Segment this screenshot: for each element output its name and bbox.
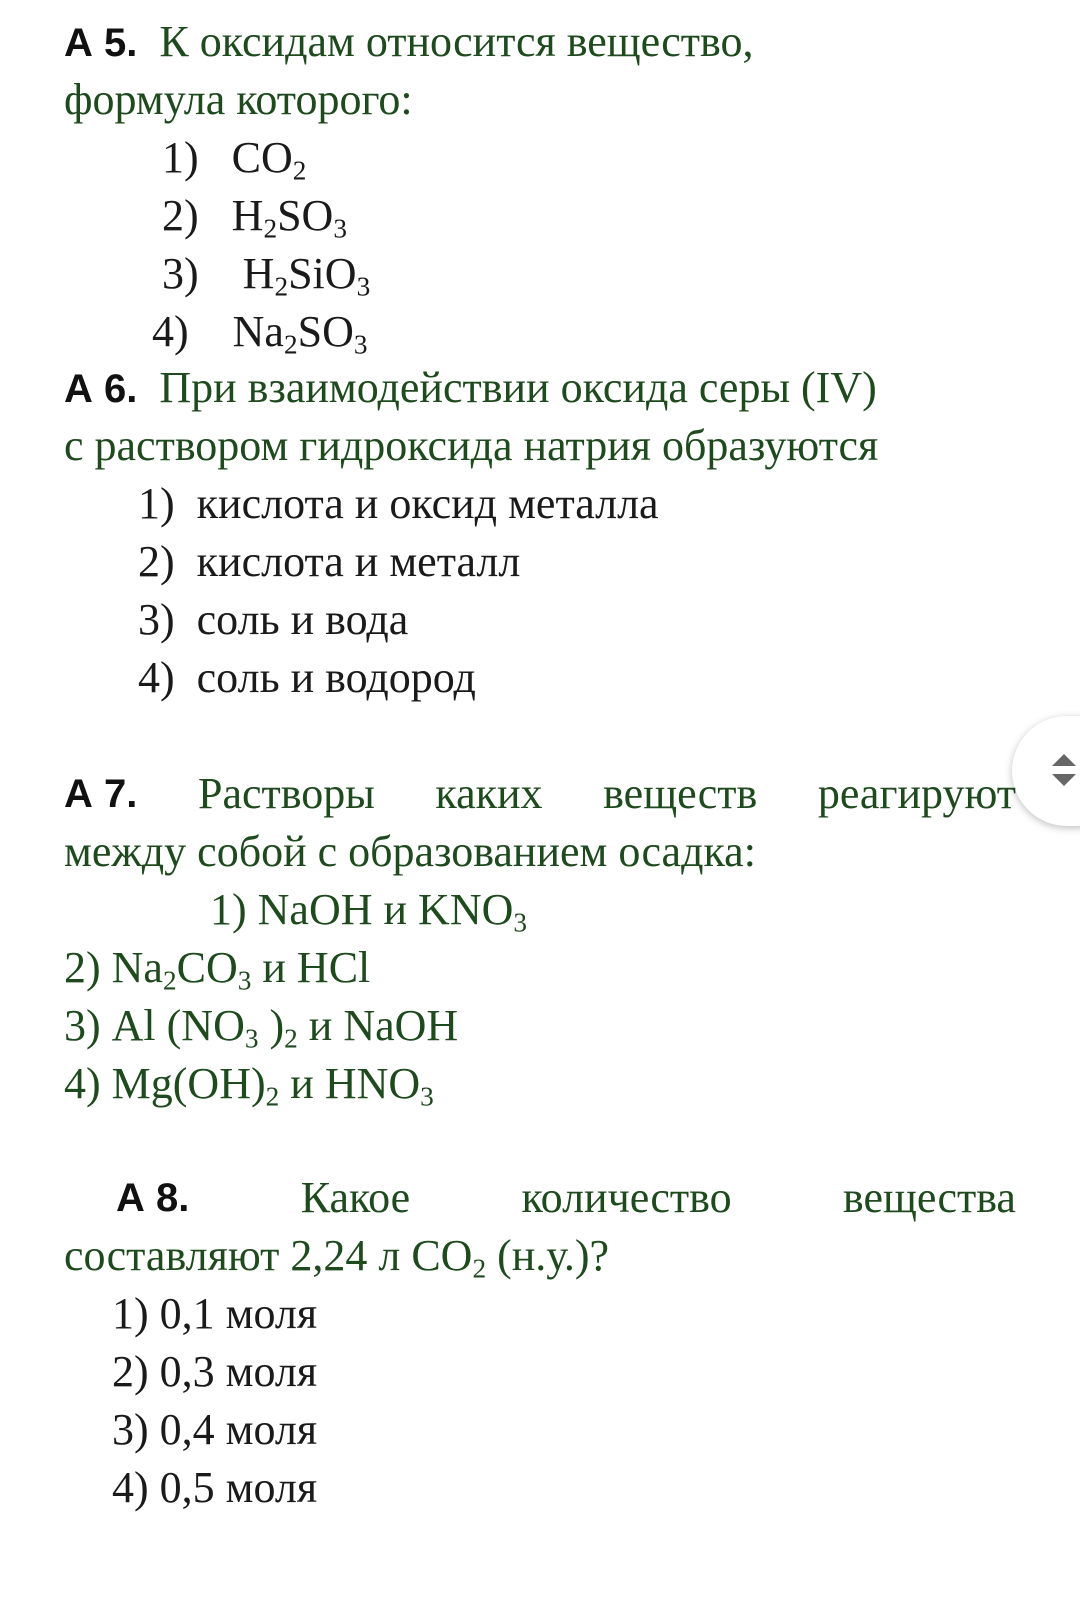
option-text: кислота и оксид металла bbox=[196, 479, 659, 528]
option-number: 4) bbox=[64, 1059, 101, 1108]
chem-formula: $H_2SO_3$ bbox=[231, 191, 347, 244]
option-number: 4) bbox=[138, 653, 175, 702]
option-item bbox=[112, 1460, 317, 1516]
option-item bbox=[138, 476, 659, 532]
question-label: А 7. bbox=[64, 772, 138, 816]
subscript: 2 bbox=[283, 329, 298, 360]
option-text: 0,1 моля bbox=[159, 1289, 318, 1338]
option-number: 4) bbox=[152, 307, 189, 356]
chem-formula: $Mg(OH)_2$ и $HNO_3$ bbox=[111, 1059, 434, 1112]
chem-formula: $Na_2CO_3$ и HCl bbox=[111, 943, 371, 996]
question-a5-line1 bbox=[64, 14, 754, 70]
question-word: количество bbox=[521, 1173, 732, 1222]
question-word: каких bbox=[435, 769, 543, 818]
subscript: 2 bbox=[284, 1023, 298, 1054]
chem-formula: $CO_2$ bbox=[231, 133, 307, 186]
option-number: 1) bbox=[162, 133, 199, 182]
option-item bbox=[112, 1344, 317, 1400]
option-text: 0,3 моля bbox=[159, 1347, 318, 1396]
scroll-handle[interactable] bbox=[1012, 716, 1080, 826]
option-item bbox=[112, 1286, 317, 1342]
option-item bbox=[64, 998, 458, 1054]
chem-formula: составляют 2,24 л $CO_2$ (н.у.)? bbox=[64, 1231, 610, 1284]
option-text: кислота и металл bbox=[196, 537, 521, 586]
question-a7-line1 bbox=[64, 766, 1016, 822]
option-number: 2) bbox=[138, 537, 175, 586]
question-word: вещества bbox=[842, 1173, 1016, 1222]
chem-formula: Al ($NO_3$ )$_2$ и NaOH bbox=[111, 1001, 459, 1054]
question-word: веществ bbox=[603, 769, 758, 818]
option-number: 2) bbox=[162, 191, 199, 240]
option-text: соль и водород bbox=[196, 653, 476, 702]
question-a5-line2: формула которого: bbox=[64, 75, 413, 124]
subscript: 2 bbox=[472, 1253, 487, 1284]
question-a8-line1 bbox=[64, 1170, 1016, 1226]
option-item bbox=[162, 246, 370, 302]
option-item bbox=[64, 940, 370, 996]
question-label: А 6. bbox=[64, 367, 138, 411]
option-item bbox=[112, 1402, 317, 1458]
option-number: 3) bbox=[112, 1405, 149, 1454]
question-a7-line2: между собой с образованием осадка: bbox=[64, 827, 756, 876]
option-item bbox=[210, 882, 527, 938]
option-item bbox=[162, 188, 347, 244]
up-down-arrows-icon bbox=[1048, 746, 1080, 794]
question-word: реагируют bbox=[817, 769, 1016, 818]
subscript: 3 bbox=[420, 1081, 434, 1112]
option-item bbox=[152, 304, 368, 360]
option-item bbox=[162, 130, 306, 186]
question-word: Растворы bbox=[197, 769, 375, 818]
option-number: 1) bbox=[210, 885, 247, 934]
question-a8-line2 bbox=[64, 1228, 609, 1284]
option-item bbox=[138, 650, 476, 706]
subscript: 3 bbox=[237, 965, 252, 996]
subscript: 3 bbox=[333, 213, 347, 244]
question-label: А 8. bbox=[116, 1176, 190, 1220]
chem-formula: NaOH и $KNO_3$ bbox=[257, 885, 528, 938]
chem-formula: $Na_2SO_3$ bbox=[232, 307, 368, 360]
question-a6-line2: с раствором гидроксида натрия образуются bbox=[64, 421, 879, 470]
question-a6-line1 bbox=[64, 360, 877, 416]
option-item bbox=[138, 534, 520, 590]
option-number: 1) bbox=[138, 479, 175, 528]
question-text: При взаимодействии оксида серы (IV) bbox=[159, 363, 877, 412]
option-item bbox=[138, 592, 408, 648]
subscript: 2 bbox=[274, 271, 289, 302]
subscript: 3 bbox=[513, 907, 528, 938]
subscript: 2 bbox=[263, 213, 278, 244]
subscript: 2 bbox=[292, 155, 307, 186]
option-number: 1) bbox=[112, 1289, 149, 1338]
option-number: 3) bbox=[64, 1001, 101, 1050]
option-text: 0,4 моля bbox=[159, 1405, 318, 1454]
option-number: 3) bbox=[162, 249, 199, 298]
subscript: 2 bbox=[162, 965, 177, 996]
option-number: 3) bbox=[138, 595, 175, 644]
question-label: А 5. bbox=[64, 21, 138, 65]
subscript: 3 bbox=[353, 329, 368, 360]
question-word: Какое bbox=[300, 1173, 411, 1222]
option-number: 4) bbox=[112, 1463, 149, 1512]
option-number: 2) bbox=[112, 1347, 149, 1396]
subscript: 2 bbox=[265, 1081, 280, 1112]
option-number: 2) bbox=[64, 943, 101, 992]
option-text: 0,5 моля bbox=[159, 1463, 318, 1512]
option-text: соль и вода bbox=[196, 595, 409, 644]
subscript: 3 bbox=[356, 271, 371, 302]
question-text: К оксидам относится вещество, bbox=[159, 17, 754, 66]
chem-formula: $H_2SiO_3$ bbox=[242, 249, 371, 302]
option-item bbox=[64, 1056, 434, 1112]
subscript: 3 bbox=[244, 1023, 259, 1054]
